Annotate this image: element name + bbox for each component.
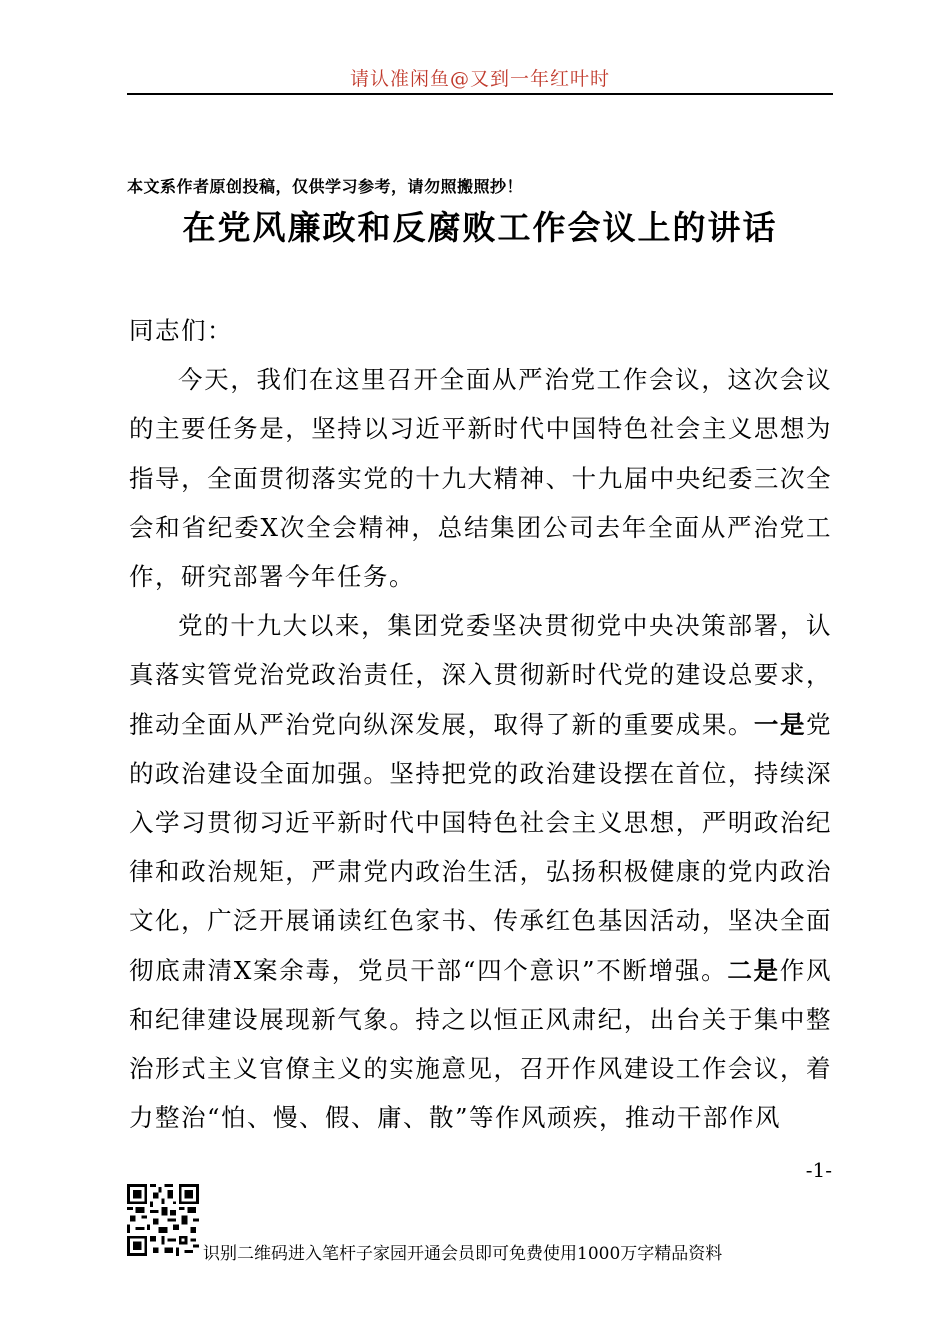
qr-code-icon[interactable] [127,1184,199,1256]
lead-phrase-1: 一是 [753,709,806,739]
salutation: 同志们： [129,316,233,345]
paragraph-2-point-1: 党的政治建设全面加强。坚持把党的政治建设摆在首位，持续深入学习贯彻习近平新时代中国特色社会主义思想，严明政治纪律和政治规矩，严肃党内政治生活，弘扬积极健康的党内政治文化，广泛开展诵读红色家书、传承红色基因活动，坚决全面彻底肃清X案余毒，党员干部“四个意识”不断增强。 [129,709,832,985]
footer-promo-text: 识别二维码进入笔杆子家园开通会员即可免费使用1000万字精品资料 [203,1244,723,1264]
page-number: -1- [805,1158,832,1182]
paragraph-1: 今天，我们在这里召开全面从严治党工作会议，这次会议的主要任务是，坚持以习近平新时代中国特色社会主义思想为指导，全面贯彻落实党的十九大精神、十九届中央纪委三次全会和省纪委X次全会精神，总结集团公司去年全面从严治党工作，研究部署今年任务。 [129,365,832,592]
page-header: 请认准闲鱼@又到一年红叶时 [349,68,610,90]
header-divider [127,93,833,95]
lead-phrase-2: 二是 [727,955,780,985]
paragraph-2-intro: 党的十九大以来，集团党委坚决贯彻党中央决策部署，认真落实管党治党政治责任，深入贯彻新时代党的建设总要求，推动全面从严治党向纵深发展，取得了新的重要成果。 [129,611,832,739]
document-title: 在党风廉政和反腐败工作会议上的讲话 [182,208,778,247]
copyright-note: 本文系作者原创投稿，仅供学习参考，请勿照搬照抄！ [127,177,524,196]
document-body [129,306,832,1142]
paragraph-2 [129,601,832,1142]
paragraph-2-point-2: 作风和纪律建设展现新气象。持之以恒正风肃纪，出台关于集中整治形式主义官僚主义的实施意见，召开作风建设工作会议，着力整治“怕、慢、假、庸、散”等作风顽疾，推动干部作风 [129,955,833,1133]
